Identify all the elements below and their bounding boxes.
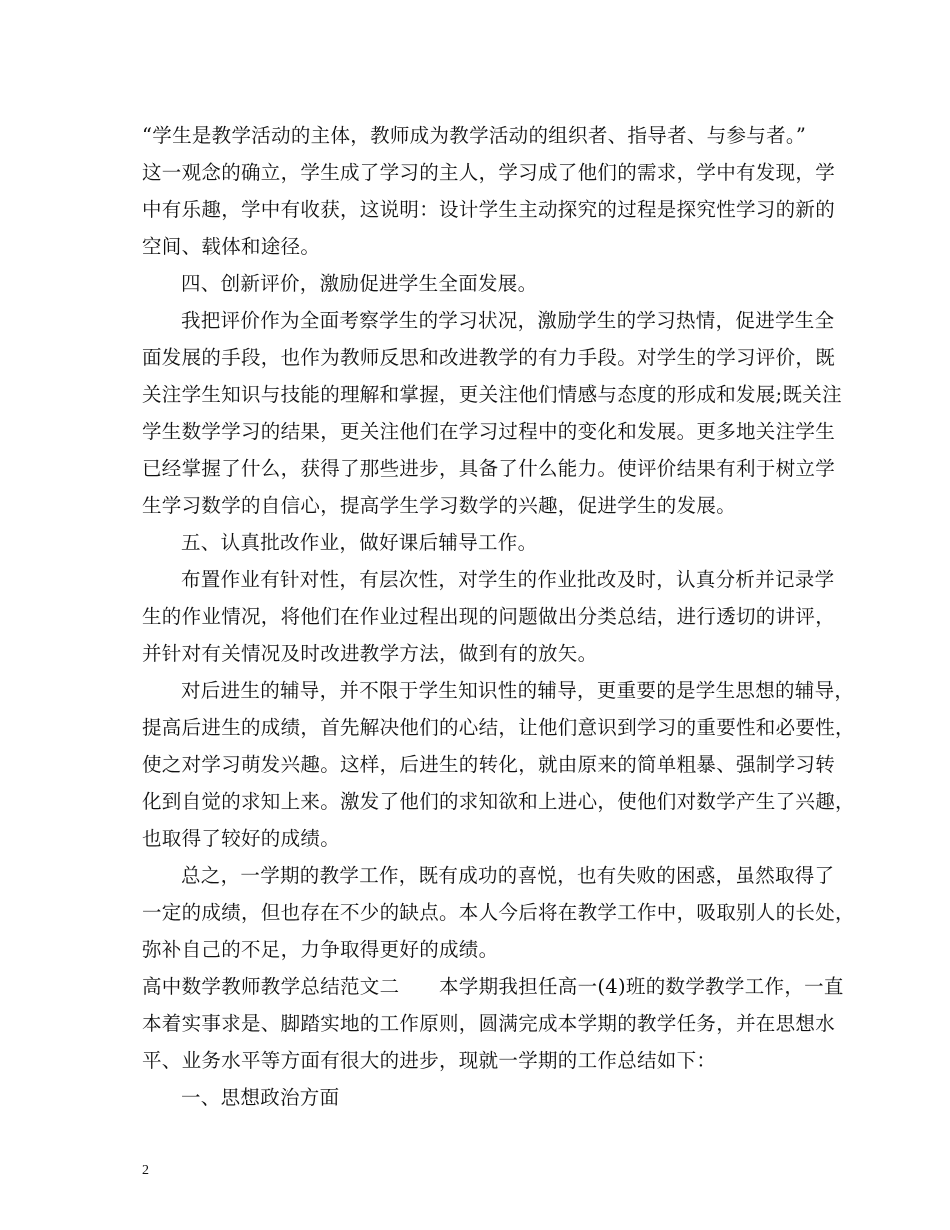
text-line: 本着实事求是、脚踏实地的工作原则，圆满完成本学期的教学任务，并在思想水 <box>142 1012 836 1035</box>
text-line: 一定的成绩，但也存在不少的缺点。本人今后将在教学工作中，吸取别人的长处， <box>142 901 855 924</box>
text-line: 总之，一学期的教学工作，既有成功的喜悦，也有失败的困惑，虽然取得了 <box>181 864 835 887</box>
text-line: 面发展的手段，也作为教师反思和改进教学的有力手段。对学生的学习评价，既 <box>142 346 836 369</box>
text-line: 并针对有关情况及时改进教学方法，做到有的放矢。 <box>142 642 598 665</box>
text-line: 我把评价作为全面考察学生的学习状况，激励学生的学习热情，促进学生全 <box>181 309 835 332</box>
text-line: 对后进生的辅导，并不限于学生知识性的辅导，更重要的是学生思想的辅导， <box>181 679 855 702</box>
text-line: 中有乐趣，学中有收获，这说明：设计学生主动探究的过程是探究性学习的新的 <box>142 198 836 221</box>
text-line: 这一观念的确立，学生成了学习的主人，学习成了他们的需求，学中有发现，学 <box>142 161 836 184</box>
document-body <box>142 117 855 1116</box>
section-heading: 五、认真批改作业，做好课后辅导工作。 <box>181 531 538 554</box>
section-title-line: 高中数学教师教学总结范文二 本学期我担任高一(4)班的数学教学工作，一直 <box>142 975 844 998</box>
text-line: “学生是教学活动的主体，教师成为教学活动的组织者、指导者、与参与者。” <box>142 124 807 147</box>
text-line: 生的作业情况，将他们在作业过程出现的问题做出分类总结，进行透切的讲评， <box>142 605 836 628</box>
section-heading: 四、创新评价，激励促进学生全面发展。 <box>181 272 538 295</box>
text-line: 学生数学学习的结果，更关注他们在学习过程中的变化和发展。更多地关注学生 <box>142 420 836 443</box>
text-line: 使之对学习萌发兴趣。这样，后进生的转化，就由原来的简单粗暴、强制学习转 <box>142 753 836 776</box>
page-number: 2 <box>142 1163 149 1178</box>
text-line: 提高后进生的成绩，首先解决他们的心结，让他们意识到学习的重要性和必要性， <box>142 716 855 739</box>
text-line: 空间、载体和途径。 <box>142 235 321 258</box>
text-line: 布置作业有针对性，有层次性，对学生的作业批改及时，认真分析并记录学 <box>181 568 835 591</box>
text-line: 平、业务水平等方面有很大的进步，现就一学期的工作总结如下： <box>142 1049 717 1072</box>
text-line: 已经掌握了什么，获得了那些进步，具备了什么能力。使评价结果有利于树立学 <box>142 457 836 480</box>
text-line: 化到自觉的求知上来。激发了他们的求知欲和上进心，使他们对数学产生了兴趣， <box>142 790 855 813</box>
text-line: 生学习数学的自信心，提高学生学习数学的兴趣，促进学生的发展。 <box>142 494 737 517</box>
text-line: 弥补自己的不足，力争取得更好的成绩。 <box>142 938 499 961</box>
text-line: 也取得了较好的成绩。 <box>142 827 341 850</box>
text-line: 关注学生知识与技能的理解和掌握，更关注他们情感与态度的形成和发展;既关注 <box>142 383 842 406</box>
section-heading: 一、思想政治方面 <box>181 1086 340 1109</box>
